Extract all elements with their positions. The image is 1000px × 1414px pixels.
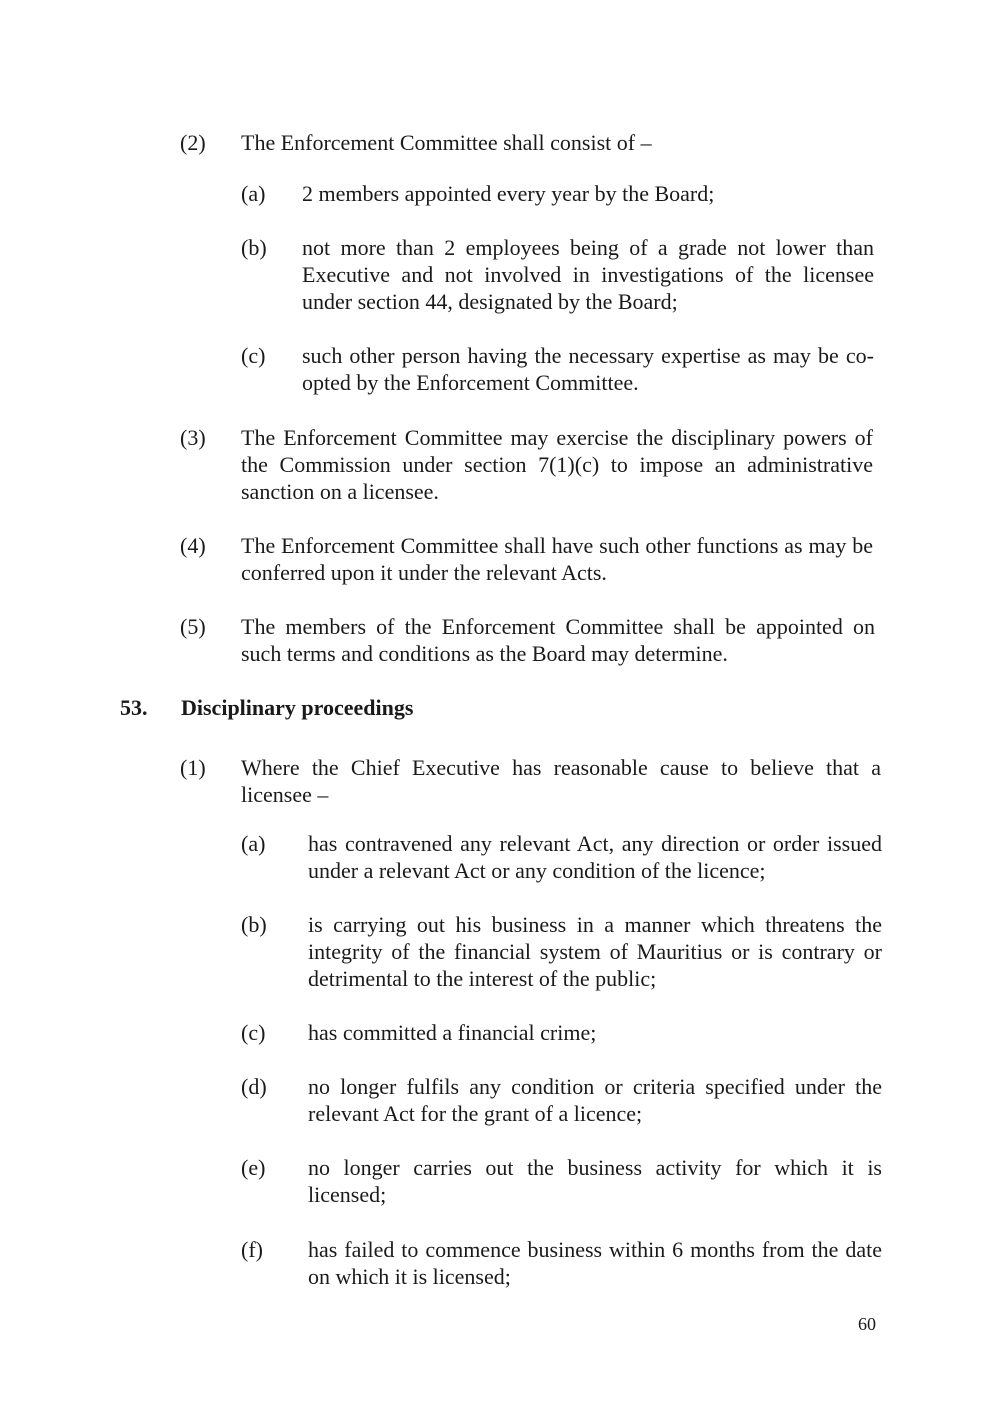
subsection-text: The Enforcement Committee shall consist of – [241,130,652,155]
section-title: Disciplinary proceedings [181,695,414,720]
paragraph-text: is carrying out his business in a manner which threatens the integrity of the financial system of Mauritius or is contrary or detrimental to the interest of the public; [308,912,882,991]
subsection-number: (5) [180,614,206,639]
subsection-text: The members of the Enforcement Committee shall be appointed on such terms and conditions as the Board may determine. [241,614,875,666]
paragraph-letter: (e) [241,1155,266,1180]
subsection-number: (3) [180,425,206,450]
paragraph-text: has committed a financial crime; [308,1020,597,1045]
paragraph-letter: (f) [241,1237,263,1262]
subsection-text: The Enforcement Committee shall have such other functions as may be conferred upon it under the relevant Acts. [241,533,873,585]
paragraph-letter: (a) [241,181,266,206]
paragraph-letter: (a) [241,831,266,856]
paragraph-text: not more than 2 employees being of a grade not lower than Executive and not involved in investigations of the licensee under section 44, designated by the Board; [302,235,874,314]
paragraph-text: has failed to commence business within 6 months from the date on which it is licensed; [308,1237,882,1289]
paragraph-text: no longer carries out the business activity for which it is licensed; [308,1155,882,1207]
paragraph-text: no longer fulfils any condition or criteria specified under the relevant Act for the grant of a licence; [308,1074,882,1126]
paragraph-text: such other person having the necessary expertise as may be co-opted by the Enforcement Committee. [302,343,874,395]
page-number: 60 [858,1314,876,1334]
paragraph-letter: (d) [241,1074,267,1099]
subsection-text: Where the Chief Executive has reasonable cause to believe that a licensee – [241,755,881,807]
paragraph-letter: (c) [241,1020,266,1045]
paragraph-letter: (c) [241,343,266,368]
subsection-number: (1) [180,755,206,780]
paragraph-letter: (b) [241,912,267,937]
paragraph-text: 2 members appointed every year by the Board; [302,181,715,206]
paragraph-text: has contravened any relevant Act, any direction or order issued under a relevant Act or any condition of the licence; [308,831,882,883]
subsection-number: (2) [180,130,206,155]
subsection-number: (4) [180,533,206,558]
paragraph-letter: (b) [241,235,267,260]
subsection-text: The Enforcement Committee may exercise the disciplinary powers of the Commission under section 7(1)(c) to impose an administrative sanction on a licensee. [241,425,873,504]
section-number: 53. [120,695,148,720]
